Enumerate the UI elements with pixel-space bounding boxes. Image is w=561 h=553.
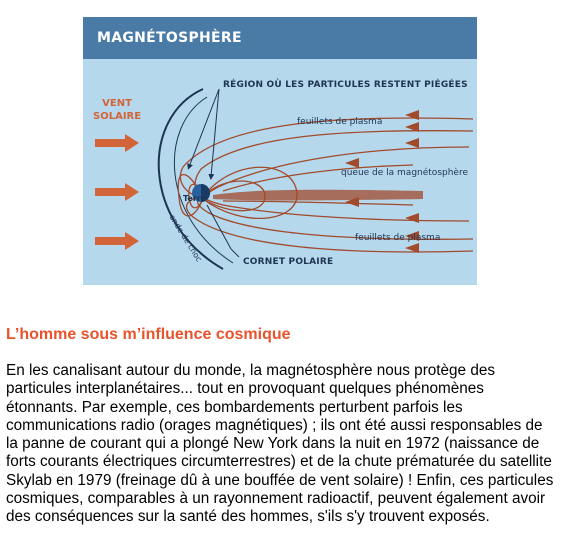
solar-wind-label-line1: VENT <box>102 98 132 109</box>
magnetotail-label: queue de la magnétosphère <box>341 168 468 178</box>
article-heading: L’homme sous m’influence cosmique <box>6 326 291 343</box>
field-lines <box>178 118 473 252</box>
shock-wave-label: onde de choc <box>167 213 204 264</box>
figure-title: MAGNÉTOSPHÈRE <box>83 17 477 59</box>
polar-cusp-label: CORNET POLAIRE <box>243 257 334 267</box>
solar-wind-label-line2: SOLAIRE <box>93 111 142 122</box>
wind-arrow-2 <box>95 183 139 201</box>
wind-arrow-1 <box>95 134 139 152</box>
solar-wind-arrows <box>95 134 139 250</box>
solar-wind-label <box>93 97 141 123</box>
magnetotail-core <box>213 190 423 201</box>
magnetosphere-figure <box>83 17 477 285</box>
plasma-sheets-bottom-label: feuillets de plasma <box>355 233 441 243</box>
pointer-lines <box>189 89 239 257</box>
article-paragraph: En les canalisant autour du monde, la magnétosphère nous protège des particules interplanétaires... tout en provoquant quelques phénomènes étonnants. Par exemple, ces bombardements perturbent parfois les communications radio (orages magnétiques) ; ils ont été aussi responsables de la panne de courant qui a plongé New York dans la nuit en 1972 (naissance de forts courants électriques circumterrestres) et de la chute prématurée du satellite Skylab en 1979 (freinage dû à une bouffée de vent solaire) ! Enfin, ces particules cosmiques, comparables à un rayonnement radioactif, peuvent également avoir des conséquences sur la santé des hommes, s'ils s'y trouvent exposés. <box>6 362 554 526</box>
earth-label: Terre <box>183 194 207 203</box>
trapped-region-label: RÉGION OÙ LES PARTICULES RESTENT PIÉGÉES <box>223 80 468 90</box>
wind-arrow-3 <box>95 232 139 250</box>
plasma-sheets-top-label: feuillets de plasma <box>297 117 383 127</box>
